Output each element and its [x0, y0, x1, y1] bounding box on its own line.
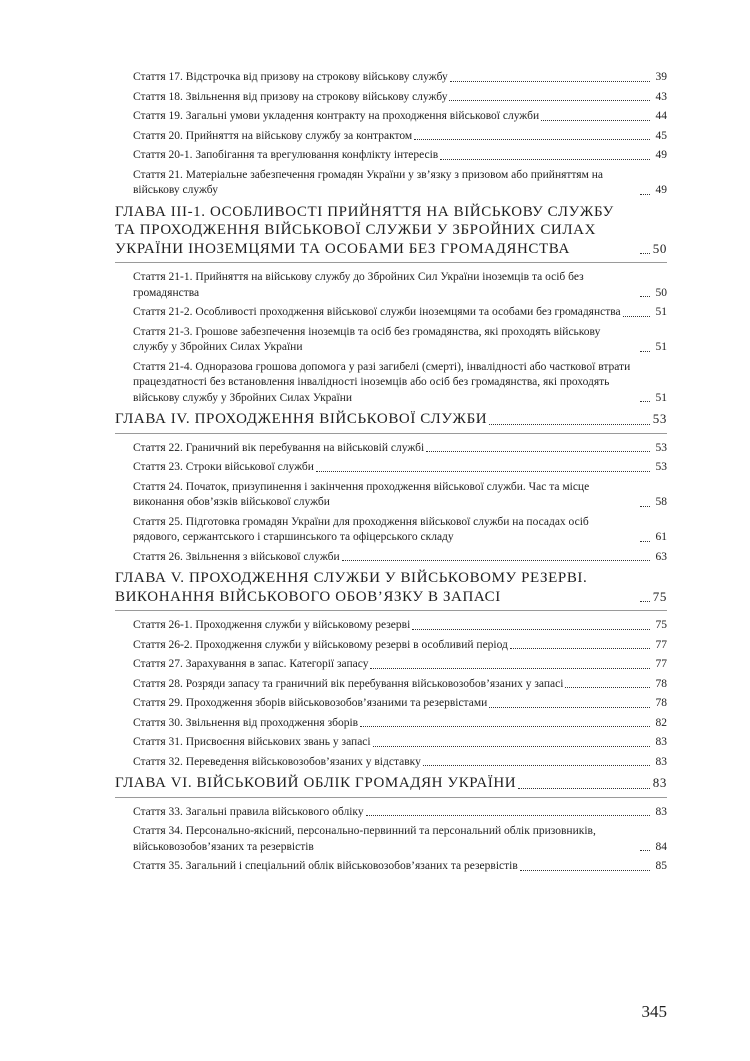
entry-page-number: 75 — [652, 588, 667, 604]
entry-page-number: 61 — [655, 531, 667, 543]
dot-leader — [412, 629, 650, 630]
article-title: Стаття 31. Присвоєння військових звань у запасі — [133, 736, 371, 748]
article-title: Стаття 18. Звільнення від призову на строкову військову службу — [133, 90, 448, 103]
article-title: Стаття 24. Початок, призупинення і закінчення проходження військової служби. Час та місце виконання обов’язків військової служби — [133, 480, 590, 508]
dot-leader — [520, 870, 650, 871]
article-entry — [115, 90, 667, 106]
article-entry — [115, 460, 667, 476]
article-entry — [115, 805, 667, 821]
article-entry — [115, 360, 667, 407]
entry-page-number: 53 — [652, 411, 667, 426]
article-title: Стаття 21-2. Особливості проходження військової служби іноземцями та особами без громадянства — [133, 306, 621, 318]
entry-page-number: 77 — [655, 638, 667, 651]
dot-leader — [449, 100, 650, 101]
chapter-title: ГЛАВА ІV. ПРОХОДЖЕННЯ ВІЙСЬКОВОЇ СЛУЖБИ — [115, 411, 488, 427]
article-entry — [115, 716, 667, 732]
entry-page-number: 53 — [655, 461, 667, 473]
dot-leader — [373, 746, 650, 747]
dot-leader — [640, 850, 650, 851]
article-entry — [115, 735, 667, 751]
article-entry — [115, 657, 667, 673]
dot-leader — [370, 668, 650, 669]
article-entry — [115, 148, 667, 164]
article-entry — [115, 109, 667, 125]
article-title: Стаття 23. Строки військової служби — [133, 461, 314, 473]
entry-page-number: 78 — [655, 697, 667, 709]
article-entry — [115, 325, 667, 356]
entry-page-number: 50 — [655, 286, 667, 299]
entry-page-number: 83 — [652, 775, 667, 790]
entry-page-number: 44 — [655, 110, 667, 122]
dot-leader — [640, 296, 650, 297]
entry-page-number: 85 — [655, 860, 667, 872]
article-entry — [115, 305, 667, 321]
dot-leader — [640, 194, 650, 195]
entry-page-number: 51 — [655, 341, 667, 353]
entry-page-number: 84 — [655, 840, 667, 853]
entry-page-number: 58 — [655, 496, 667, 508]
article-entry — [115, 677, 667, 693]
article-title: Стаття 19. Загальні умови укладення контракту на проходження військової служби — [133, 110, 540, 122]
entry-page-number: 45 — [655, 129, 667, 142]
chapter-title: ГЛАВА ІІІ-1. ОСОБЛИВОСТІ ПРИЙНЯТТЯ НА ВІЙСЬКОВУ СЛУЖБУ ТА ПРОХОДЖЕННЯ ВІЙСЬКОВОЇ СЛУЖБИ У ЗБРОЙНИХ СИЛАХ УКРАЇНИ ІНОЗЕМЦЯМИ ТА ОСОБАМИ БЕЗ ГРОМАДЯНСТВА — [115, 203, 614, 257]
chapter-title: ГЛАВА V. ПРОХОДЖЕННЯ СЛУЖБИ У ВІЙСЬКОВОМУ РЕЗЕРВІ. ВИКОНАННЯ ВІЙСЬКОВОГО ОБОВ’ЯЗКУ В ЗАПАСІ — [115, 570, 588, 605]
article-entry — [115, 129, 667, 145]
dot-leader — [423, 765, 650, 766]
dot-leader — [440, 159, 650, 160]
article-entry — [115, 824, 667, 855]
article-entry — [115, 515, 667, 546]
article-entry — [115, 755, 667, 771]
article-entry — [115, 696, 667, 712]
dot-leader — [360, 726, 650, 727]
dot-leader — [640, 601, 650, 602]
article-title: Стаття 26. Звільнення з військової служби — [133, 550, 340, 563]
dot-leader — [414, 139, 650, 140]
dot-leader — [640, 401, 650, 402]
dot-leader — [541, 120, 650, 121]
article-title: Стаття 33. Загальні правила військового обліку — [133, 805, 364, 818]
dot-leader — [450, 81, 650, 82]
article-entry — [115, 70, 667, 86]
article-title: Стаття 17. Відстрочка від призову на строкову військову службу — [133, 71, 448, 83]
article-title: Стаття 26-2. Проходження служби у військовому резерві в особливий період — [133, 638, 508, 651]
entry-page-number: 51 — [655, 306, 667, 318]
article-title: Стаття 22. Граничний вік перебування на військовій службі — [133, 441, 425, 454]
article-title: Стаття 27. Зарахування в запас. Категорії запасу — [133, 658, 369, 670]
chapter-entry — [115, 410, 667, 434]
entry-page-number: 53 — [655, 441, 667, 454]
article-title: Стаття 34. Персонально-якісний, персонально-первинний та персональний облік призовників, військовозобов’язаних та резервістів — [133, 825, 596, 853]
article-title: Стаття 21-1. Прийняття на військову службу до Збройних Сил України іноземців та осіб без громадянства — [133, 271, 584, 299]
dot-leader — [640, 351, 650, 352]
chapter-entry — [115, 203, 667, 264]
article-title: Стаття 21-3. Грошове забезпечення іноземців та осіб без громадянства, які проходять військову службу у Збройних Силах України — [133, 325, 601, 353]
entry-page-number: 77 — [655, 658, 667, 670]
dot-leader — [640, 506, 650, 507]
article-title: Стаття 20. Прийняття на військову службу за контрактом — [133, 129, 413, 142]
dot-leader — [565, 687, 650, 688]
article-entry — [115, 168, 667, 199]
dot-leader — [640, 253, 650, 254]
entry-page-number: 39 — [655, 71, 667, 83]
dot-leader — [640, 541, 650, 542]
entry-page-number: 83 — [655, 805, 667, 818]
article-title: Стаття 20-1. Запобігання та врегулювання конфлікту інтересів — [133, 149, 439, 161]
article-entry — [115, 638, 667, 654]
dot-leader — [426, 451, 650, 452]
chapter-title: ГЛАВА VІ. ВІЙСЬКОВИЙ ОБЛІК ГРОМАДЯН УКРАЇНИ — [115, 775, 517, 791]
page-number: 345 — [641, 1002, 667, 1021]
article-title: Стаття 28. Розряди запасу та граничний вік перебування військовозобов’язаних у запасі — [133, 677, 564, 690]
article-title: Стаття 32. Переведення військовозобов’язаних у відставку — [133, 755, 421, 768]
chapter-entry — [115, 569, 667, 611]
article-entry — [115, 550, 667, 566]
article-entry — [115, 480, 667, 511]
entry-page-number: 49 — [655, 149, 667, 161]
dot-leader — [623, 316, 650, 317]
table-of-contents — [115, 70, 667, 879]
article-title: Стаття 30. Звільнення від проходження зборів — [133, 716, 359, 729]
entry-page-number: 63 — [655, 550, 667, 563]
entry-page-number: 49 — [655, 184, 667, 196]
article-title: Стаття 26-1. Проходження служби у військовому резерві — [133, 619, 411, 631]
article-title: Стаття 21-4. Одноразова грошова допомога у разі загибелі (смерті), інвалідності або часткової втрати працездатності без встановлення інвалідності іноземців або осіб без громадянства, які проходять військову службу у Збройних Силах України — [133, 360, 631, 404]
dot-leader — [316, 471, 650, 472]
article-title: Стаття 35. Загальний і спеціальний облік військовозобов’язаних та резервістів — [133, 860, 518, 872]
entry-page-number: 78 — [655, 677, 667, 690]
entry-page-number: 83 — [655, 755, 667, 768]
dot-leader — [510, 648, 650, 649]
dot-leader — [366, 815, 650, 816]
article-title: Стаття 21. Матеріальне забезпечення громадян України у зв’язку з призовом або прийняттям на військову службу — [133, 168, 604, 196]
article-title: Стаття 29. Проходження зборів військовозобов’язаними та резервістами — [133, 697, 488, 709]
entry-page-number: 83 — [655, 736, 667, 748]
entry-page-number: 75 — [655, 619, 667, 631]
article-entry — [115, 859, 667, 875]
dot-leader — [489, 424, 650, 425]
article-entry — [115, 441, 667, 457]
entry-page-number: 50 — [652, 240, 667, 256]
article-entry — [115, 270, 667, 301]
dot-leader — [489, 707, 650, 708]
entry-page-number: 51 — [655, 391, 667, 404]
article-title: Стаття 25. Підготовка громадян України для проходження військової служби на посадах осіб рядового, сержантського і старшинського та офіцерського складу — [133, 515, 589, 543]
dot-leader — [518, 788, 650, 789]
chapter-entry — [115, 774, 667, 798]
entry-page-number: 43 — [655, 90, 667, 103]
entry-page-number: 82 — [655, 716, 667, 729]
article-entry — [115, 618, 667, 634]
dot-leader — [342, 560, 650, 561]
